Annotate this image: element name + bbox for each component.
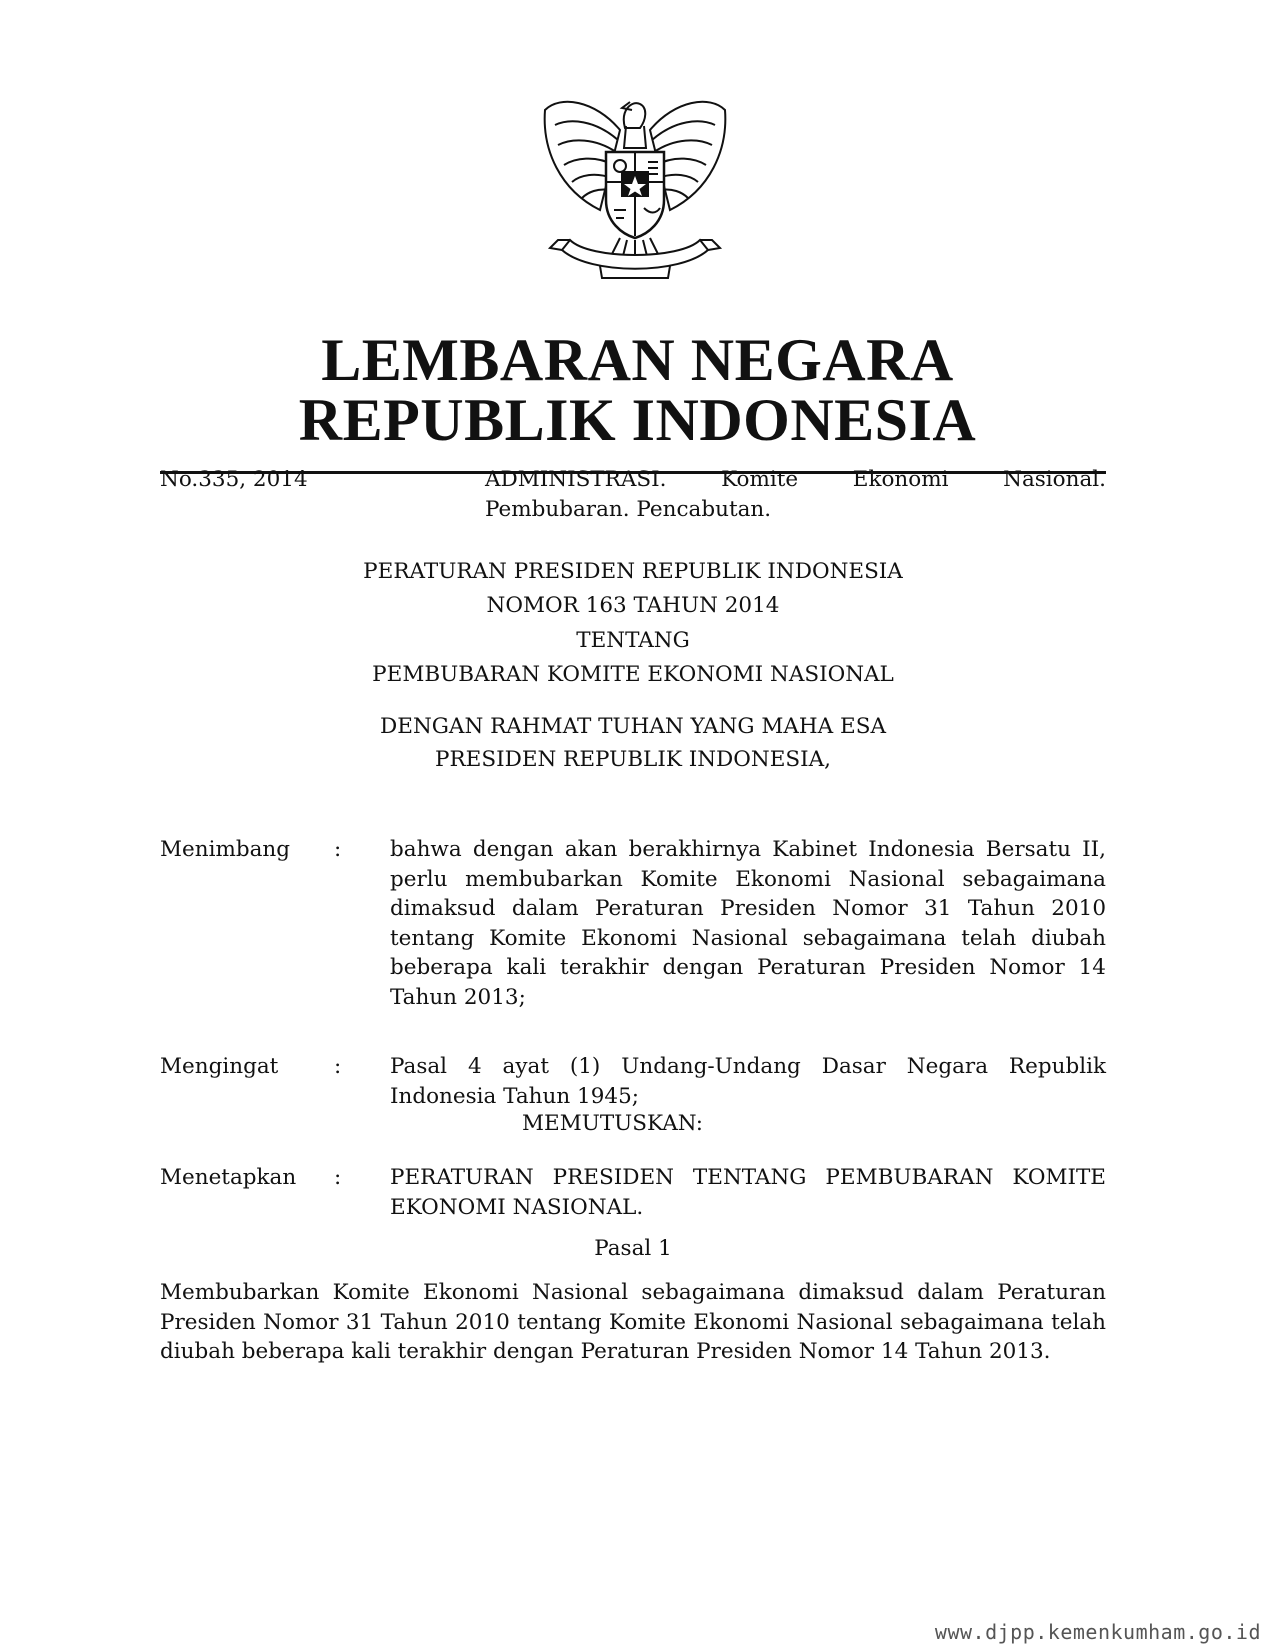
mengingat-label: Mengingat [160,1054,279,1079]
regulation-line-2: NOMOR 163 TAHUN 2014 [486,593,780,618]
title-line-1: LEMBARAN NEGARA [321,327,954,393]
pasal-1-heading: Pasal 1 [594,1236,672,1261]
menetapkan-colon: : [334,1165,342,1190]
subject-line-2: Pembubaran. Pencabutan. [485,497,772,522]
mengingat-colon: : [334,1054,342,1079]
footer-url: www.djpp.kemenkumham.go.id [934,1620,1261,1644]
regulation-line-1: PERATURAN PRESIDEN REPUBLIK INDONESIA [363,559,903,584]
preamble-line-2: PRESIDEN REPUBLIK INDONESIA, [435,747,831,772]
menetapkan-text: PERATURAN PRESIDEN TENTANG PEMBUBARAN KOMITE EKONOMI NASIONAL. [390,1165,1106,1220]
title-line-2: REPUBLIK INDONESIA [298,387,977,453]
mengingat-text: Pasal 4 ayat (1) Undang-Undang Dasar Negara Republik Indonesia Tahun 1945; [390,1054,1106,1109]
menetapkan-label: Menetapkan [160,1165,297,1190]
regulation-line-3: TENTANG [576,628,690,653]
regulation-line-4: PEMBUBARAN KOMITE EKONOMI NASIONAL [372,662,894,687]
garuda-pancasila-emblem-icon [540,90,730,286]
gazette-number: No.335, 2014 [160,467,308,492]
memutuskan-heading: MEMUTUSKAN: [522,1111,704,1136]
preamble-line-1: DENGAN RAHMAT TUHAN YANG MAHA ESA [380,714,886,739]
menimbang-colon: : [334,837,342,862]
subject-line-1: ADMINISTRASI. Komite Ekonomi Nasional. [485,467,1106,492]
menimbang-text: bahwa dengan akan berakhirnya Kabinet Indonesia Bersatu II, perlu membubarkan Komite Ekonomi Nasional sebagaimana dimaksud dalam Peraturan Presiden Nomor 31 Tahun 2010 tentang Komite Ekonomi Nasional sebagaimana telah diubah beberapa kali terakhir dengan Peraturan Presiden Nomor 14 Tahun 2013; [390,837,1106,1010]
menimbang-label: Menimbang [160,837,291,862]
pasal-1-text: Membubarkan Komite Ekonomi Nasional sebagaimana dimaksud dalam Peraturan Presiden Nomor 31 Tahun 2010 tentang Komite Ekonomi Nasional sebagaimana telah diubah beberapa kali terakhir dengan Peraturan Presiden Nomor 14 Tahun 2013. [160,1280,1106,1364]
